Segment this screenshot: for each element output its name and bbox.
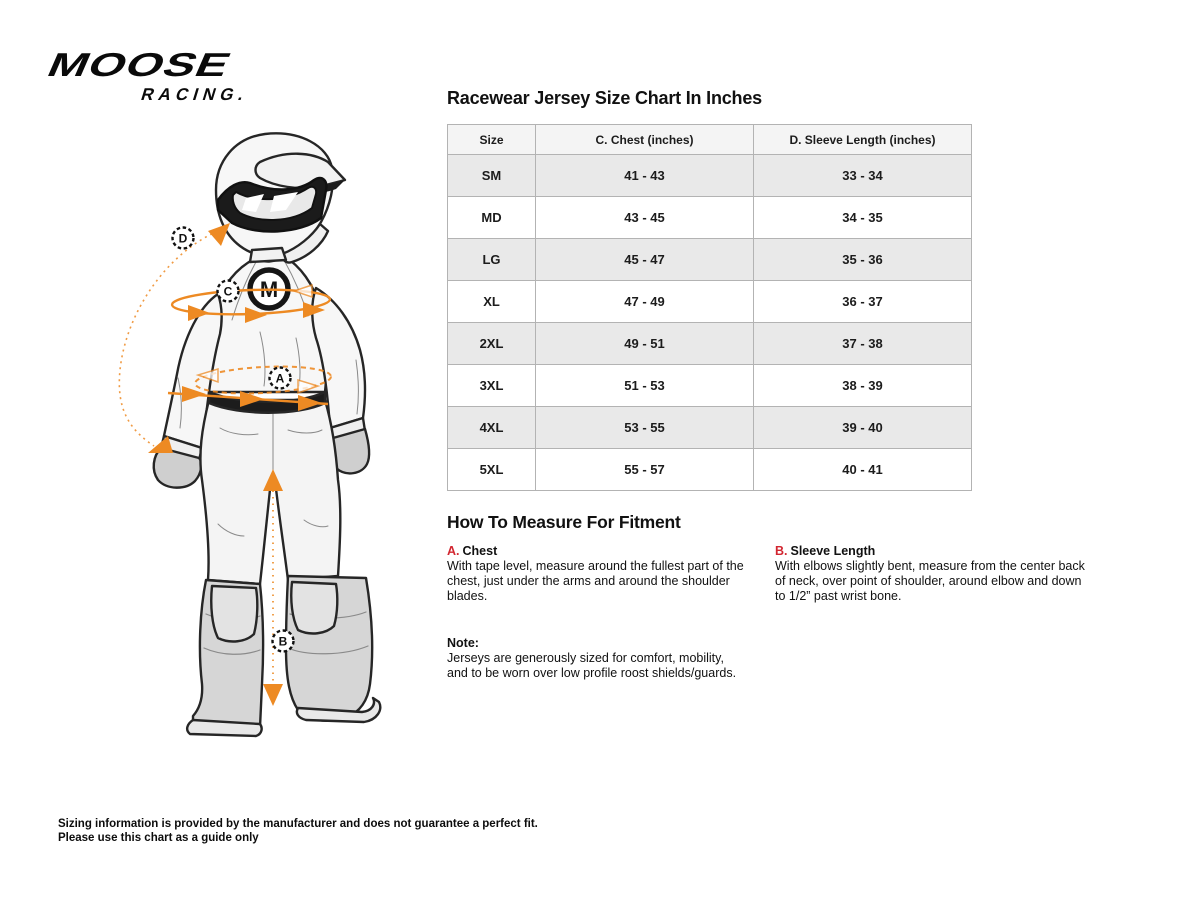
cell-chest: 41 - 43: [536, 155, 754, 197]
cell-chest: 53 - 55: [536, 407, 754, 449]
note-label: Note:: [447, 636, 479, 651]
cell-sleeve: 36 - 37: [754, 281, 972, 323]
figure-label-a-letter: A: [275, 371, 285, 386]
cell-sleeve: 37 - 38: [754, 323, 972, 365]
footer-line-2: Please use this chart as a guide only: [58, 832, 259, 845]
measure-item-chest-text: With tape level, measure around the fullest part of the chest, just under the arms and around the shoulder blades.: [447, 559, 744, 603]
figure-label-d: [173, 228, 194, 249]
note-text: Jerseys are generously sized for comfort, mobility, and to be worn over low profile roost shields/guards.: [447, 651, 737, 680]
cell-size: SM: [448, 155, 536, 197]
measure-title-chest: Chest: [462, 544, 498, 558]
inseam-arrow-bottom: [263, 684, 283, 706]
measure-title-sleeve: Sleeve Length: [790, 544, 876, 558]
column-header-sleeve: D. Sleeve Length (inches): [754, 125, 972, 155]
measure-item-chest: [447, 544, 775, 681]
brand-logo-moose-text: MOOSE: [41, 45, 238, 84]
cell-chest: 55 - 57: [536, 449, 754, 491]
measure-item-sleeve: [775, 544, 1093, 681]
cell-size: 2XL: [448, 323, 536, 365]
measure-item-chest-title: [447, 544, 747, 558]
size-chart-table: [447, 124, 972, 491]
rider-left-knee-guard: [211, 586, 257, 641]
cell-size: 4XL: [448, 407, 536, 449]
figure-label-c-letter: C: [223, 284, 233, 299]
table-row: [448, 239, 972, 281]
cell-sleeve: 34 - 35: [754, 197, 972, 239]
cell-sleeve: 40 - 41: [754, 449, 972, 491]
cell-size: 5XL: [448, 449, 536, 491]
measure-letter-b: B.: [775, 544, 788, 558]
column-header-size: Size: [448, 125, 536, 155]
measure-letter-a: A.: [447, 544, 460, 558]
table-row: [448, 281, 972, 323]
cell-size: LG: [448, 239, 536, 281]
measure-item-sleeve-text: With elbows slightly bent, measure from the center back of neck, over point of shoulder, around elbow and down to 1/2” past wrist bone.: [775, 559, 1085, 603]
column-header-chest: C. Chest (inches): [536, 125, 754, 155]
cell-size: MD: [448, 197, 536, 239]
table-row: [448, 197, 972, 239]
rider-measurement-figure: [60, 128, 420, 743]
table-row: [448, 155, 972, 197]
rider-right-knee-guard: [291, 582, 337, 633]
cell-size: 3XL: [448, 365, 536, 407]
cell-chest: 49 - 51: [536, 323, 754, 365]
figure-label-b-letter: B: [278, 634, 288, 649]
table-row: [448, 449, 972, 491]
cell-sleeve: 33 - 34: [754, 155, 972, 197]
size-chart-title: Racewear Jersey Size Chart In Inches: [447, 88, 762, 108]
cell-sleeve: 38 - 39: [754, 365, 972, 407]
cell-chest: 45 - 47: [536, 239, 754, 281]
footer-line-1: Sizing information is provided by the manufacturer and does not guarantee a perfect fit.: [58, 818, 538, 830]
figure-label-d-letter: D: [178, 231, 188, 246]
figure-label-a: [270, 368, 291, 389]
brand-logo-racing-text: RACING.: [138, 85, 252, 104]
size-chart-header-row: [448, 125, 972, 155]
rider-helmet-peak: [256, 154, 346, 188]
figure-label-b: [273, 631, 294, 652]
jersey-chest-logo-letter: M: [259, 277, 279, 302]
note-block: [447, 636, 747, 681]
rider-left-boot-sole: [187, 720, 261, 736]
table-row: [448, 323, 972, 365]
table-row: [448, 365, 972, 407]
cell-chest: 47 - 49: [536, 281, 754, 323]
figure-label-c: [218, 281, 239, 302]
cell-size: XL: [448, 281, 536, 323]
brand-logo: [41, 45, 257, 104]
how-to-measure-heading: How To Measure For Fitment: [447, 512, 681, 532]
footer-disclaimer: [58, 817, 538, 846]
sleeve-arrow-neck: [208, 223, 230, 246]
rider-neck: [250, 248, 286, 262]
cell-sleeve: 35 - 36: [754, 239, 972, 281]
measure-item-sleeve-title: [775, 544, 1093, 558]
cell-chest: 51 - 53: [536, 365, 754, 407]
table-row: [448, 407, 972, 449]
cell-chest: 43 - 45: [536, 197, 754, 239]
rider-figure-svg: [60, 128, 420, 743]
rider-pants: [200, 400, 340, 584]
cell-sleeve: 39 - 40: [754, 407, 972, 449]
how-to-measure-section: [447, 512, 1107, 681]
